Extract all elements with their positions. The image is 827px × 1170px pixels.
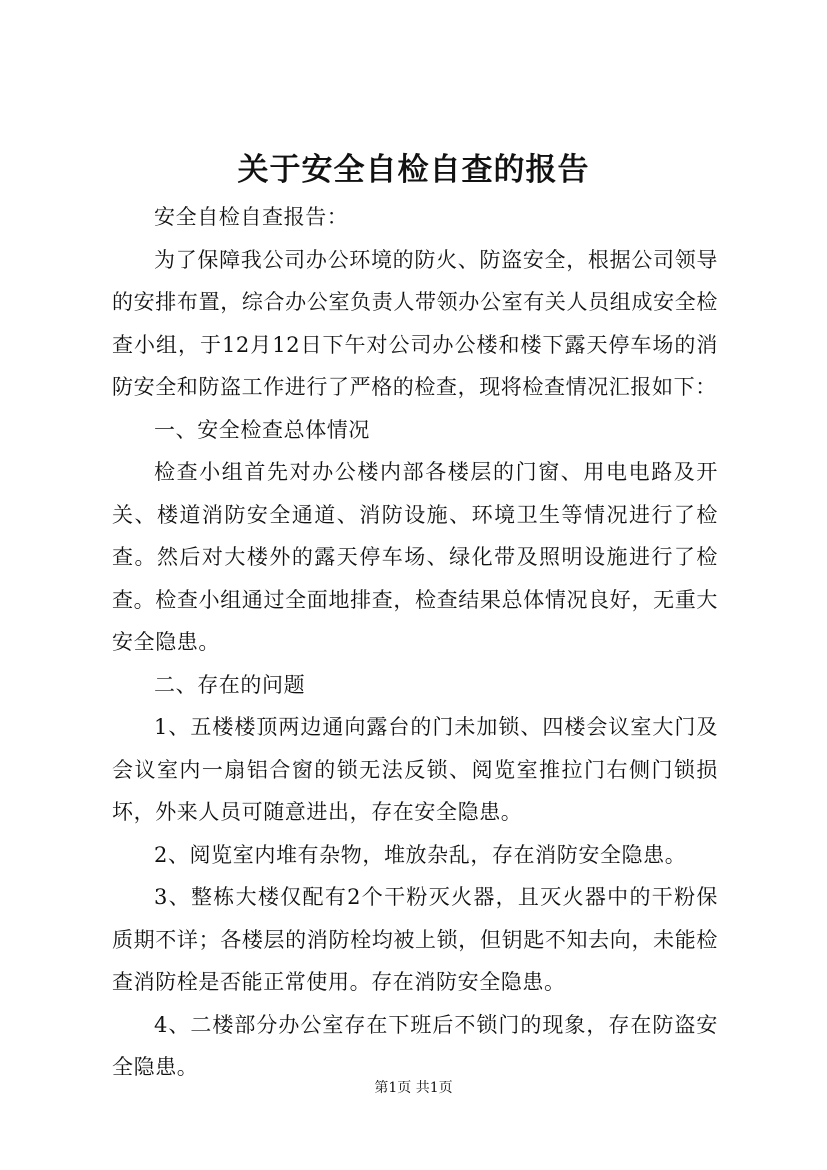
- section-heading-overall: 一、安全检查总体情况: [154, 417, 370, 442]
- section-heading-problems: 二、存在的问题: [154, 672, 306, 697]
- problem-item-1: 1、五楼楼顶两边通向露台的门未加锁、四楼会议室大门及会议室内一扇铝合窗的锁无法反锁、阅览室推拉门右侧门锁损坏，外来人员可随意进出，存在安全隐患。: [112, 715, 718, 824]
- document-body: [112, 196, 718, 1089]
- paragraph-intro: 为了保障我公司办公环境的防火、防盗安全，根据公司领导的安排布置，综合办公室负责人带领办公室有关人员组成安全检查小组，于12月12日下午对公司办公楼和楼下露天停车场的消防安全和防盗工作进行了严格的检查，现将检查情况汇报如下：: [112, 247, 718, 399]
- paragraph-heading-intro: 安全自检自查报告：: [154, 205, 349, 229]
- problem-item-3: 3、整栋大楼仅配有2个干粉灭火器，且灭火器中的干粉保质期不详；各楼层的消防栓均被上锁，但钥匙不知去向，未能检查消防栓是否能正常使用。存在消防安全隐患。: [112, 885, 718, 994]
- problem-item-2: 2、阅览室内堆有杂物，堆放杂乱，存在消防安全隐患。: [154, 842, 687, 867]
- paragraph-overall: 检查小组首先对办公楼内部各楼层的门窗、用电电路及开关、楼道消防安全通道、消防设施、环境卫生等情况进行了检查。然后对大楼外的露天停车场、绿化带及照明设施进行了检查。检查小组通过全面地排查，检查结果总体情况良好，无重大安全隐患。: [112, 460, 718, 654]
- page-footer: 第1页 共1页: [374, 1080, 453, 1096]
- problem-item-4: 4、二楼部分办公室存在下班后不锁门的现象，存在防盗安全隐患。: [112, 1012, 718, 1079]
- document-title: 关于安全自检自查的报告: [237, 152, 590, 188]
